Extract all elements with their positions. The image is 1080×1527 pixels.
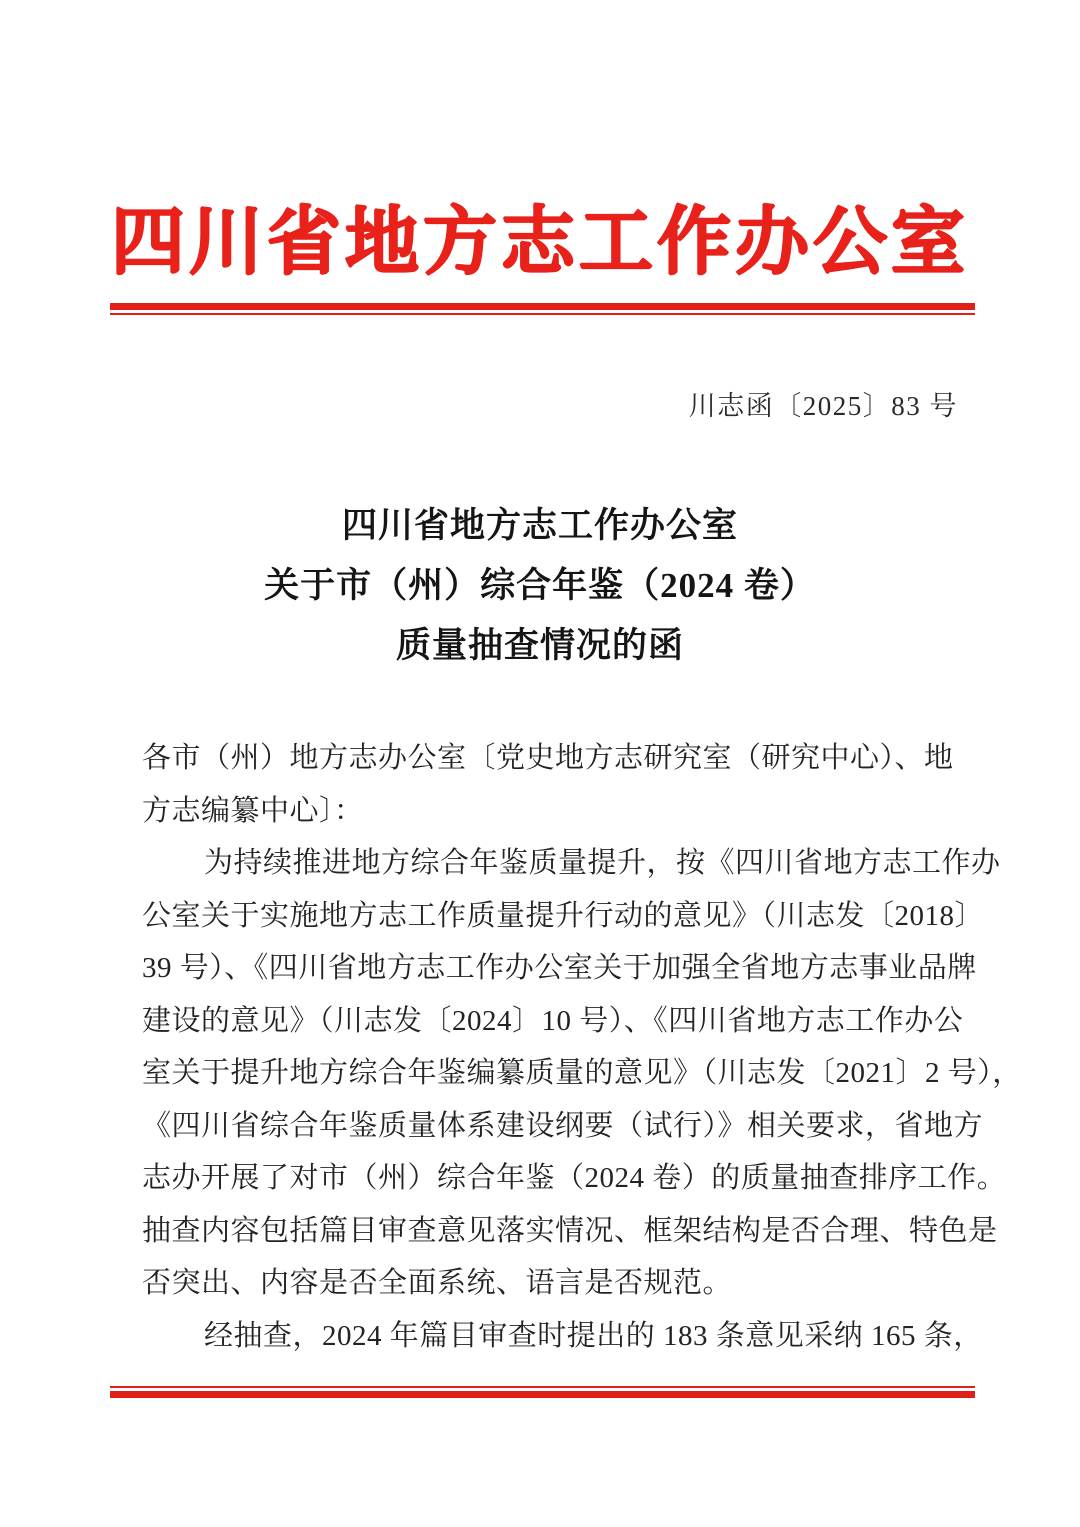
document-body (142, 732, 1022, 1362)
document-title-line-1: 四川省地方志工作办公室 (341, 506, 738, 545)
letterhead (0, 202, 1080, 284)
document-title-line-3: 质量抽查情况的函 (395, 626, 684, 665)
body-line: 抽查内容包括篇目审查意见落实情况、框架结构是否合理、特色是 (142, 1214, 998, 1247)
letterhead-organization-title: 四川省地方志工作办公室 (111, 202, 969, 284)
body-line: 各市（州）地方志办公室〔党史地方志研究室（研究中心）、地 (142, 742, 954, 774)
body-line: 公室关于实施地方志工作质量提升行动的意见》（川志发〔2018〕 (142, 899, 985, 932)
body-line: 室关于提升地方综合年鉴编纂质量的意见》（川志发〔2021〕2 号）， (142, 1057, 1022, 1089)
body-line: 为持续推进地方综合年鉴质量提升，按《四川省地方志工作办 (204, 847, 1001, 879)
rule-thin-line (110, 313, 975, 315)
body-line: 建设的意见》（川志发〔2024〕10 号）、《四川省地方志工作办公 (142, 1004, 964, 1037)
red-double-rule-bottom (110, 1386, 975, 1398)
body-line: 方志编纂中心〕： (142, 794, 364, 827)
red-double-rule-top (110, 303, 975, 315)
body-line: 志办开展了对市（州）综合年鉴（2024 卷）的质量抽查排序工作。 (142, 1162, 1007, 1194)
document-title-block (0, 496, 1080, 676)
document-number: 川志函〔2025〕83 号 (688, 391, 958, 421)
body-line: 经抽查，2024 年篇目审查时提出的 183 条意见采纳 165 条， (204, 1319, 983, 1352)
rule-thick-line (110, 1391, 975, 1398)
body-line: 39 号）、《四川省地方志工作办公室关于加强全省地方志事业品牌 (142, 952, 977, 984)
body-line: 《四川省综合年鉴质量体系建设纲要（试行）》相关要求，省地方 (142, 1109, 984, 1142)
body-line: 否突出、内容是否全面系统、语言是否规范。 (142, 1267, 733, 1299)
document-title-line-2: 关于市（州）综合年鉴（2024 卷） (264, 566, 816, 605)
rule-thick-line (110, 303, 975, 310)
